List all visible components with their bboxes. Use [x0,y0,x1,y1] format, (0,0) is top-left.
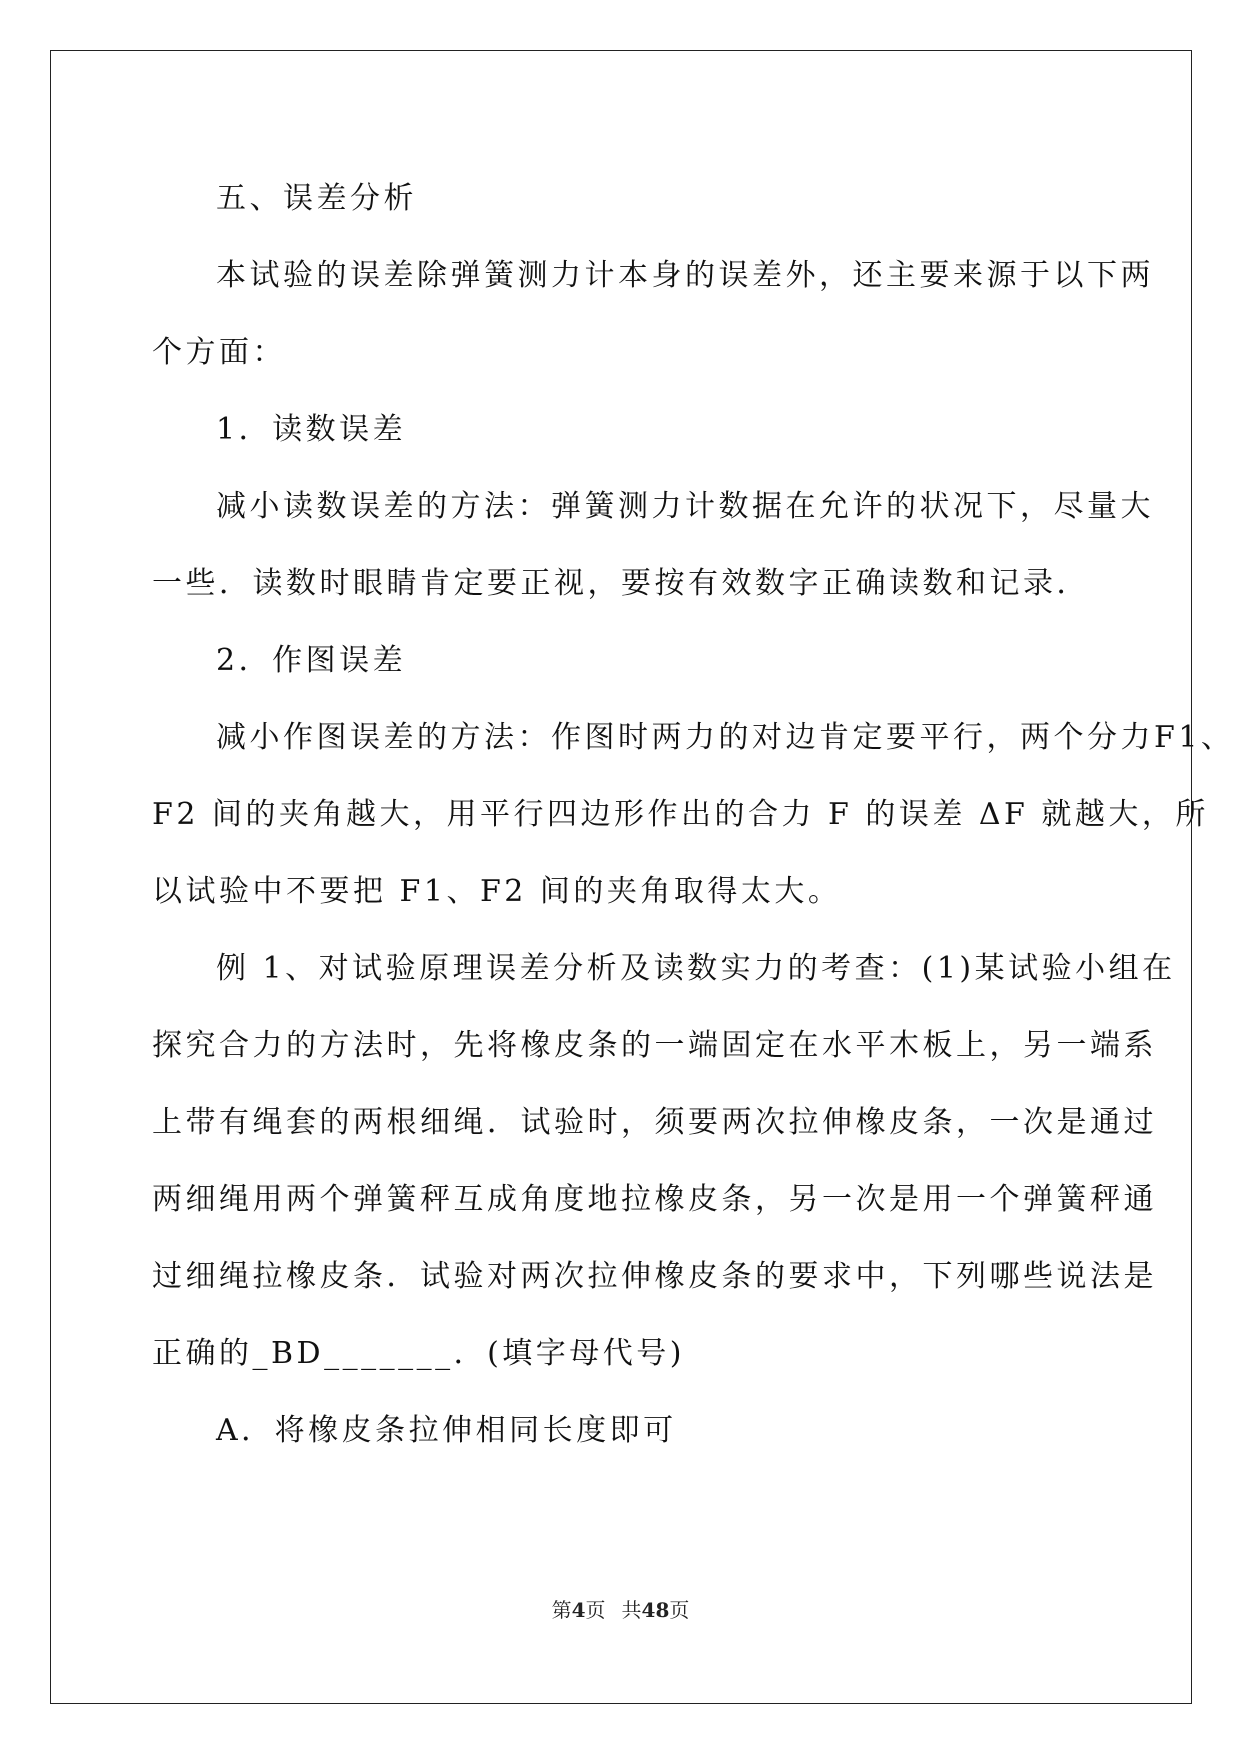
subsection-heading: 1．读数误差 [216,412,407,447]
option-a: A．将橡皮条拉伸相同长度即可 [216,1413,677,1448]
footer-total-label: 页 [669,1598,690,1622]
page-footer [0,1598,1241,1622]
paragraph-line: F2 间的夹角越大，用平行四边形作出的合力 F 的误差 ΔF 就越大，所 [152,797,1209,832]
page-number: 4 [571,1598,586,1622]
paragraph-line: 本试验的误差除弹簧测力计本身的误差外，还主要来源于以下两 [216,258,1154,293]
document-body [152,160,1235,1469]
example-line: 例 1、对试验原理误差分析及读数实力的考查：(1)某试验小组在 [216,951,1176,986]
paragraph-line: 一些．读数时眼睛肯定要正视，要按有效数字正确读数和记录． [152,566,1090,601]
paragraph-line: 减小读数误差的方法：弹簧测力计数据在允许的状况下，尽量大 [216,489,1154,524]
paragraph-line: 减小作图误差的方法：作图时两力的对边肯定要平行，两个分力F1、 [216,720,1235,755]
footer-page-label: 页 [585,1598,606,1622]
example-line: 上带有绳套的两根细绳．试验时，须要两次拉伸橡皮条，一次是通过 [152,1105,1157,1140]
footer-prefix: 第 [551,1598,572,1622]
example-line: 两细绳用两个弹簧秤互成角度地拉橡皮条，另一次是用一个弹簧秤通 [152,1182,1157,1217]
paragraph-line: 以试验中不要把 F1、F2 间的夹角取得太大。 [152,874,842,909]
example-answer-line: 正确的_BD_______．(填字母代号) [152,1336,686,1371]
footer-total-prefix: 共 [621,1598,642,1622]
total-pages: 48 [641,1598,670,1622]
section-heading: 五、误差分析 [216,181,417,216]
example-line: 探究合力的方法时，先将橡皮条的一端固定在水平木板上，另一端系 [152,1028,1157,1063]
example-line: 过细绳拉橡皮条．试验对两次拉伸橡皮条的要求中，下列哪些说法是 [152,1259,1157,1294]
paragraph-line: 个方面： [152,335,286,370]
subsection-heading: 2．作图误差 [216,643,407,678]
